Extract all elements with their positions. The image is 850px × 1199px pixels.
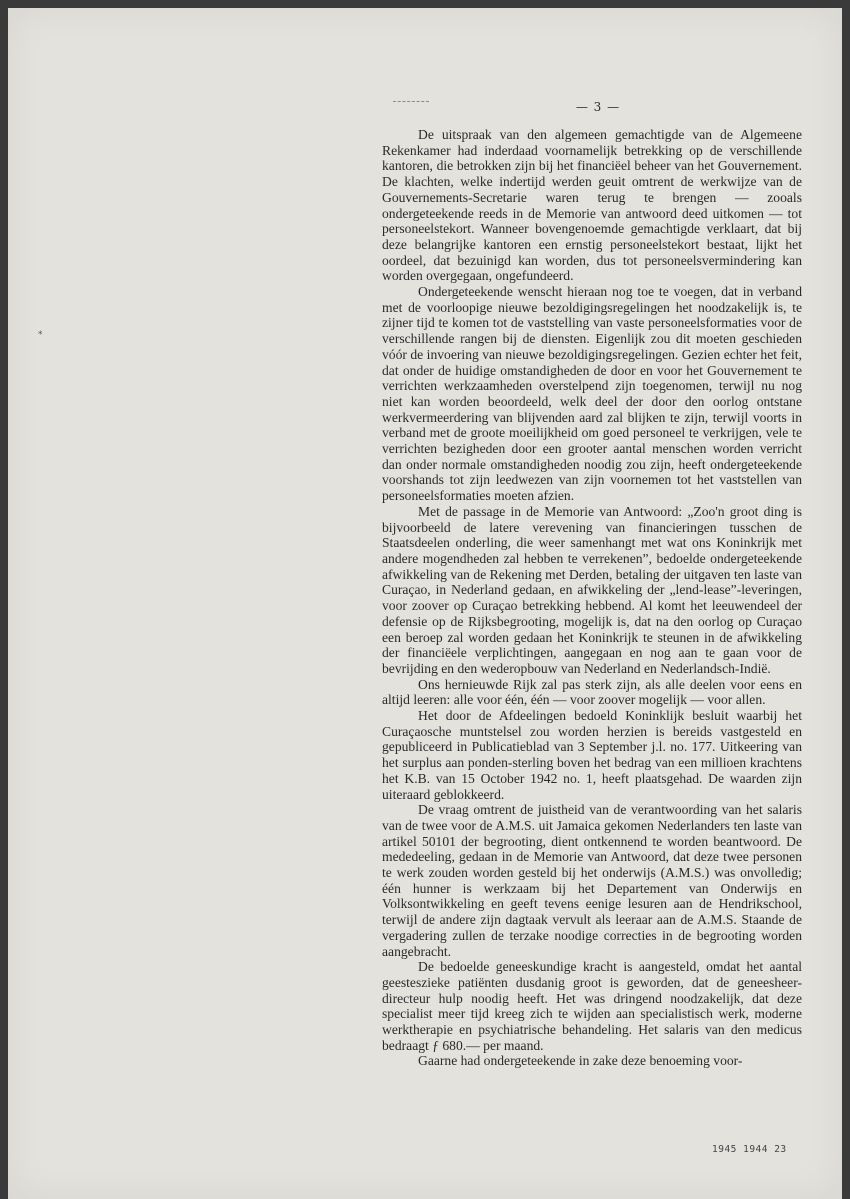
body-text [382,127,802,1069]
paragraph-7: De bedoelde geneeskundige kracht is aangesteld, omdat het aantal geesteszieke patiënten dusdanig groot is geworden, dat de geneesheer-directeur hulp noodig heeft. Het was dringend noodzakelijk, dat deze specialist meer tijd kreeg zich te wijden aan specialistisch werk, moderne werktherapie en psychiatrische behandeling. Het salaris van den medicus bedraagt ƒ 680.— per maand. [382,959,802,1053]
paragraph-2: Ondergeteekende wenscht hieraan nog toe te voegen, dat in verband met de voorloopige nieuwe bezoldigingsregelingen het noodzakelijk is, te zijner tijd te komen tot de vaststelling van vaste personeelsformaties voor de verschillende rangen bij de diensten. Eigenlijk zou dit moeten geschieden vóór de invoering van nieuwe bezoldigingsregelingen. Gezien echter het feit, dat onder de huidige omstandigheden de door en voor het Gouvernement te verrichten werkzaamheden overstelpend zijn toegenomen, terwijl nu nog niet kan worden beoordeeld, welk deel der door den oorlog ontstane werkvermeerdering van blijvenden aard zal blijken te zijn, terwijl voorts in verband met de groote moeilijkheid om goed personeel te verkrijgen, vele te verrichten bezigheden door een grooter aantal menschen worden verricht dan onder normale omstandigheden noodig zou zijn, heeft ondergeteekende voorshands tot zijn leedwezen van zijn voornemen tot het vaststellen van personeelsformaties moeten afzien. [382,284,802,504]
paragraph-4: Ons hernieuwde Rijk zal pas sterk zijn, als alle deelen voor eens en altijd leeren: alle voor één, één — voor zoover mogelijk — voor allen. [382,676,802,708]
document-page [8,8,842,1199]
archive-stamp: 1945 1944 23 [712,1144,787,1155]
paragraph-5: Het door de Afdeelingen bedoeld Koninklijk besluit waarbij het Curaçaosche muntstelsel zou worden herzien is bereids vastgesteld en gepubliceerd in Publicatieblad van 3 September j.l. no. 177. Uitkeering van het surplus aan ponden-sterling boven het bedrag van een millioen krachtens het K.B. van 15 October 1942 no. 1, heeft plaatsgehad. De waarden zijn uiteraard geblokkeerd. [382,708,802,802]
paragraph-1: De uitspraak van den algemeen gemachtigde van de Algemeene Rekenkamer had inderdaad voornamelijk betrekking op de verschillende kantoren, die betrokken zijn bij het financiëel beheer van het Gouvernement. De klachten, welke indertijd werden geuit omtrent de werkwijze van de Gouvernements-Secretarie waren terug te brengen — zooals ondergeteekende reeds in de Memorie van antwoord deed uitkomen — tot personeelstekort. Wanneer bovengenoemde gemachtigde verklaart, dat bij deze belangrijke kantoren een ernstig personeelstekort bestaat, lijkt het oordeel, dat bezuinigd kan worden, dus tot personeelsvermindering kan worden overgegaan, ongefundeerd. [382,127,802,284]
margin-mark: * [38,330,43,340]
paragraph-3: Met de passage in de Memorie van Antwoord: „Zoo'n groot ding is bijvoorbeeld de latere verevening van financieringen tusschen de Staatsdeelen onderling, die weer samenhangt met wat ons Koninkrijk met andere mogendheden zal hebben te verrekenen”, bedoelde ondergeteekende afwikkeling van de Rekening met Derden, betaling der uitgaven ten laste van Curaçao, in Nederland gedaan, en afwikkeling der „lend-lease”-leveringen, voor zoover op Curaçao betrekking hebbend. Al komt het leeuwendeel der defensie op de Rijksbegrooting, mogelijk is, dat na den oorlog op Curaçao een beroep zal worden gedaan het Koninkrijk te steunen in de afwikkeling der financiëele verplichtingen, aangegaan en nog aan te gaan voor de bevrijding en den wederopbouw van Nederland en Nederlandsch-Indië. [382,503,802,676]
paragraph-8: Gaarne had ondergeteekende in zake deze benoeming voor- [418,1053,743,1069]
page-number: — 3 — [575,100,621,114]
paragraph-6: De vraag omtrent de juistheid van de verantwoording van het salaris van de twee voor de A.M.S. uit Jamaica gekomen Nederlanders ten laste van artikel 50101 der begrooting, dient ontkennend te worden beantwoord. De mededeeling, gedaan in de Memorie van Antwoord, dat deze twee personen te werk zouden worden gesteld bij het onderwijs (A.M.S.) was onvolledig; één hunner is werkzaam bij het Departement van Onderwijs en Volksontwikkeling en geeft tevens eenige lesuren aan de Hendrikschool, terwijl de andere zijn dagtaak vervult als leeraar aan de A.M.S. Staande de vergadering zullen de terzake noodige correcties in de begrooting worden aangebracht. [382,802,802,959]
pencil-scratch [393,101,429,103]
